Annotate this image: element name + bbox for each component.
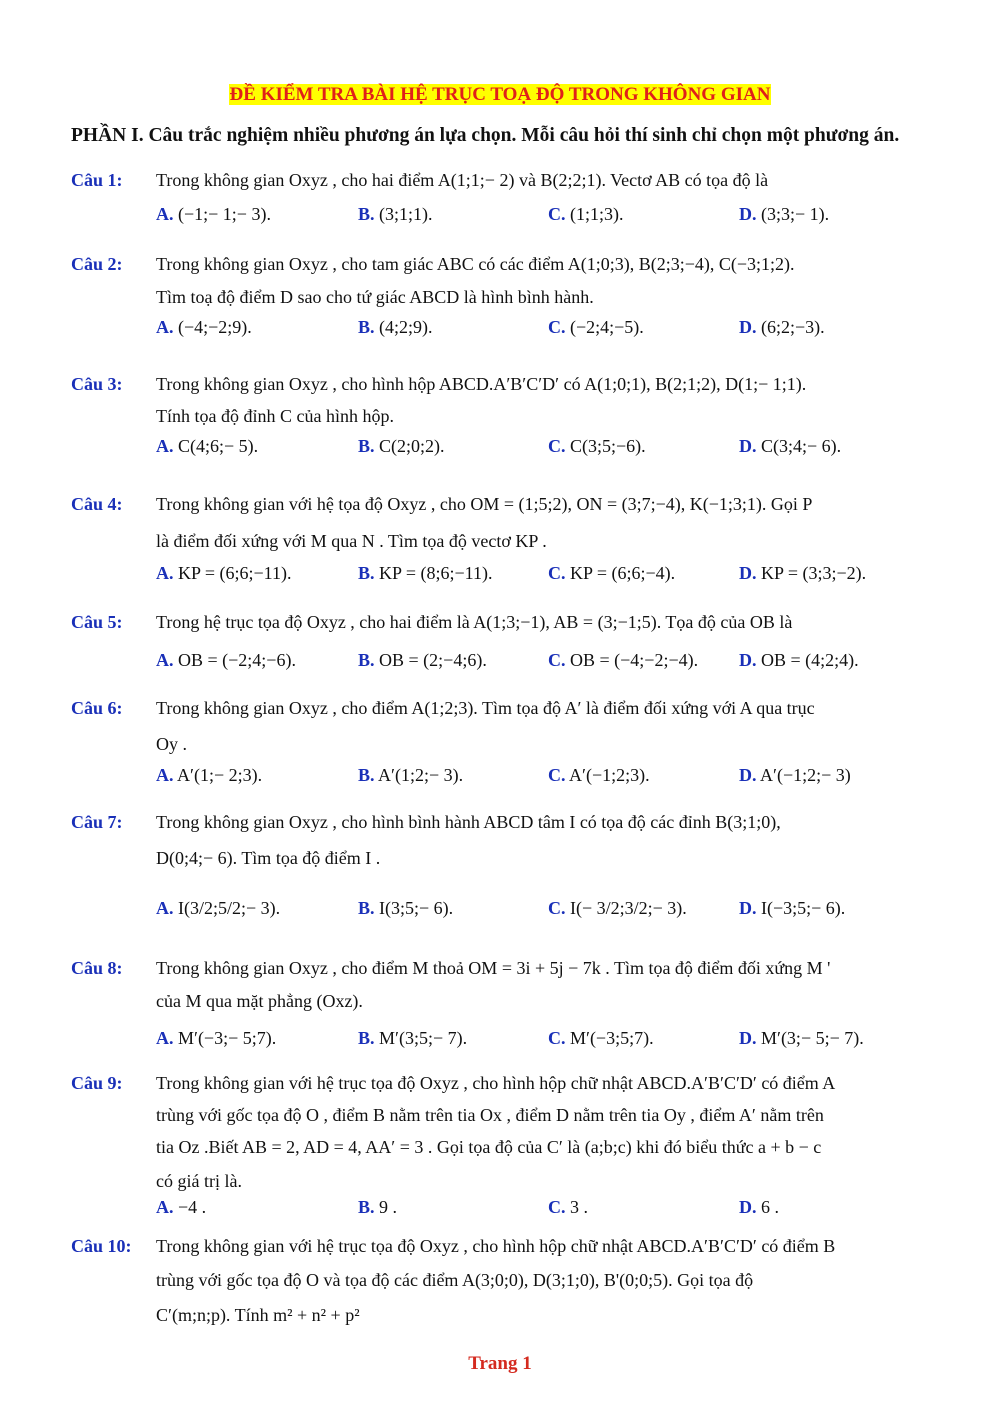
option-text: (3;1;1). <box>379 204 433 224</box>
option-letter: B. <box>358 1197 375 1217</box>
option-letter: D. <box>739 650 757 670</box>
question-text-line: Trong không gian Oxyz , cho điểm M thoả OM = 3i + 5j − 7k . Tìm tọa độ điểm đối xứng M ' <box>156 958 831 978</box>
option-text: OB = (2;−4;6). <box>379 650 487 670</box>
question-text-line: của M qua mặt phẳng (Oxz). <box>156 991 363 1011</box>
option-text: M′(3;5;− 7). <box>379 1028 468 1048</box>
option-letter: B. <box>358 317 375 337</box>
option-text: C(2;0;2). <box>379 436 445 456</box>
option-letter: A. <box>156 765 174 785</box>
option-text: KP = (6;6;−4). <box>570 563 676 583</box>
question-label: Câu 6: <box>71 698 123 718</box>
answer-options <box>156 563 936 589</box>
page-title: ĐỀ KIỂM TRA BÀI HỆ TRỤC TOẠ ĐỘ TRONG KHÔNG GIAN <box>229 84 771 105</box>
option-text: (−2;4;−5). <box>570 317 644 337</box>
question-text-line: Tính tọa độ đỉnh C của hình hộp. <box>156 406 394 426</box>
option-letter: A. <box>156 1028 174 1048</box>
question-label: Câu 5: <box>71 612 123 632</box>
question-text-line: Trong không gian Oxyz , cho hình bình hành ABCD tâm I có tọa độ các đỉnh B(3;1;0), <box>156 812 781 832</box>
option-text: I(3/2;5/2;− 3). <box>178 898 281 918</box>
question-label: Câu 10: <box>71 1236 132 1256</box>
option-text: 3 . <box>570 1197 588 1217</box>
option-text: −4 . <box>178 1197 207 1217</box>
page-number: Trang 1 <box>468 1353 532 1374</box>
option-letter: D. <box>739 1197 757 1217</box>
answer-options <box>156 898 936 924</box>
answer-option-b[interactable] <box>358 204 433 225</box>
answer-options <box>156 1197 936 1223</box>
option-letter: C. <box>548 1197 566 1217</box>
answer-option-d[interactable] <box>739 1028 864 1049</box>
question-label: Câu 9: <box>71 1073 123 1093</box>
answer-option-c[interactable] <box>548 1028 654 1049</box>
option-text: A′(1;− 2;3). <box>177 765 263 785</box>
option-text: I(3;5;− 6). <box>379 898 454 918</box>
option-letter: D. <box>739 204 757 224</box>
answer-option-a[interactable] <box>156 1028 276 1049</box>
option-text: C(3;5;−6). <box>570 436 646 456</box>
question-text-line: C′(m;n;p). Tính m² + n² + p² <box>156 1305 360 1325</box>
option-letter: B. <box>358 1028 375 1048</box>
answer-options <box>156 765 936 791</box>
answer-options <box>156 1028 936 1054</box>
question-text-line: Trong hệ trục tọa độ Oxyz , cho hai điểm là A(1;3;−1), AB = (3;−1;5). Tọa độ của OB là <box>156 612 793 632</box>
option-text: (1;1;3). <box>570 204 624 224</box>
option-letter: A. <box>156 1197 174 1217</box>
answer-option-b[interactable] <box>358 317 433 338</box>
option-text: I(− 3/2;3/2;− 3). <box>570 898 687 918</box>
option-text: KP = (8;6;−11). <box>379 563 493 583</box>
answer-options <box>156 650 936 676</box>
option-letter: D. <box>739 563 757 583</box>
question-text-line: là điểm đối xứng với M qua N . Tìm tọa độ vectơ KP . <box>156 531 547 551</box>
option-text: A′(−1;2;3). <box>569 765 650 785</box>
answer-option-b[interactable] <box>358 563 492 584</box>
option-letter: D. <box>739 765 757 785</box>
option-letter: C. <box>548 650 566 670</box>
question-text-line: Oy . <box>156 734 187 754</box>
option-text: (3;3;− 1). <box>761 204 830 224</box>
question-text-line: Trong không gian Oxyz , cho hai điểm A(1;1;− 2) và B(2;2;1). Vectơ AB có tọa độ là <box>156 170 769 190</box>
answer-option-b[interactable] <box>358 1197 397 1218</box>
question-text-line: Trong không gian Oxyz , cho hình hộp ABCD.A′B′C′D′ có A(1;0;1), B(2;1;2), D(1;− 1;1). <box>156 374 807 394</box>
question-label: Câu 2: <box>71 254 123 274</box>
answer-options <box>156 317 936 343</box>
answer-option-c[interactable] <box>548 898 687 919</box>
option-text: C(3;4;− 6). <box>761 436 842 456</box>
option-letter: A. <box>156 563 174 583</box>
question-text-line: Trong không gian với hệ trục tọa độ Oxyz , cho hình hộp chữ nhật ABCD.A′B′C′D′ có điểm A <box>156 1073 836 1093</box>
answer-option-a[interactable] <box>156 898 280 919</box>
answer-option-c[interactable] <box>548 1197 588 1218</box>
question-label: Câu 4: <box>71 494 123 514</box>
answer-option-a[interactable] <box>156 204 271 225</box>
answer-option-a[interactable] <box>156 650 296 671</box>
answer-option-b[interactable] <box>358 898 453 919</box>
option-text: KP = (3;3;−2). <box>761 563 867 583</box>
option-text: I(−3;5;− 6). <box>761 898 846 918</box>
option-text: (4;2;9). <box>379 317 433 337</box>
question-text-line: Tìm toạ độ điểm D sao cho tứ giác ABCD là hình bình hành. <box>156 287 594 307</box>
answer-options <box>156 436 936 462</box>
answer-option-b[interactable] <box>358 1028 467 1049</box>
answer-option-d[interactable] <box>739 650 859 671</box>
answer-option-d[interactable] <box>739 436 841 457</box>
option-text: OB = (−2;4;−6). <box>178 650 296 670</box>
option-text: KP = (6;6;−11). <box>178 563 292 583</box>
option-text: (6;2;−3). <box>761 317 825 337</box>
question-label: Câu 1: <box>71 170 123 190</box>
option-letter: C. <box>548 563 566 583</box>
option-letter: C. <box>548 436 566 456</box>
answer-option-d[interactable] <box>739 563 866 584</box>
answer-option-d[interactable] <box>739 1197 779 1218</box>
option-letter: A. <box>156 317 174 337</box>
option-text: OB = (4;2;4). <box>761 650 859 670</box>
answer-option-d[interactable] <box>739 765 851 786</box>
question-label: Câu 7: <box>71 812 123 832</box>
option-letter: C. <box>548 1028 566 1048</box>
answer-option-b[interactable] <box>358 650 487 671</box>
answer-option-c[interactable] <box>548 563 675 584</box>
option-letter: D. <box>739 436 757 456</box>
option-text: 9 . <box>379 1197 398 1217</box>
section-heading: PHẦN I. Câu trắc nghiệm nhiều phương án lựa chọn. Mỗi câu hỏi thí sinh chỉ chọn một phương án. <box>71 125 900 146</box>
option-letter: D. <box>739 1028 757 1048</box>
question-text-line: D(0;4;− 6). Tìm tọa độ điểm I . <box>156 848 381 868</box>
question-text-line: Trong không gian với hệ trục tọa độ Oxyz , cho hình hộp chữ nhật ABCD.A′B′C′D′ có điểm B <box>156 1236 836 1256</box>
option-letter: B. <box>358 650 375 670</box>
option-letter: B. <box>358 898 375 918</box>
question-text-line: trùng với gốc tọa độ O , điểm B nằm trên tia Ox , điểm D nằm trên tia Oy , điểm A′ nằm trên <box>156 1105 824 1125</box>
answer-option-c[interactable] <box>548 765 650 786</box>
answer-option-c[interactable] <box>548 204 624 225</box>
answer-option-a[interactable] <box>156 563 291 584</box>
answer-option-c[interactable] <box>548 317 644 338</box>
answer-option-a[interactable] <box>156 765 262 786</box>
question-text-line: Trong không gian với hệ tọa độ Oxyz , cho OM = (1;5;2), ON = (3;7;−4), K(−1;3;1). Gọi P <box>156 494 813 514</box>
option-text: C(4;6;− 5). <box>178 436 259 456</box>
option-letter: B. <box>358 765 375 785</box>
option-letter: D. <box>739 898 757 918</box>
question-text-line: trùng với gốc tọa độ O và tọa độ các điểm A(3;0;0), D(3;1;0), B'(0;0;5). Gọi tọa độ <box>156 1270 754 1290</box>
option-letter: D. <box>739 317 757 337</box>
answer-option-d[interactable] <box>739 317 825 338</box>
option-text: OB = (−4;−2;−4). <box>570 650 699 670</box>
answer-option-a[interactable] <box>156 1197 206 1218</box>
option-letter: C. <box>548 765 566 785</box>
question-label: Câu 3: <box>71 374 123 394</box>
answer-option-a[interactable] <box>156 317 252 338</box>
answer-option-a[interactable] <box>156 436 258 457</box>
answer-option-d[interactable] <box>739 898 845 919</box>
question-text-line: Trong không gian Oxyz , cho điểm A(1;2;3). Tìm tọa độ A′ là điểm đối xứng với A qua trục <box>156 698 815 718</box>
answer-option-d[interactable] <box>739 204 829 225</box>
option-letter: B. <box>358 204 375 224</box>
option-letter: A. <box>156 436 174 456</box>
question-text-line: tia Oz .Biết AB = 2, AD = 4, AA′ = 3 . Gọi tọa độ của C′ là (a;b;c) khi đó biểu thức a + b − c <box>156 1137 822 1157</box>
answer-option-b[interactable] <box>358 765 463 786</box>
option-text: A′(−1;2;− 3) <box>760 765 851 785</box>
option-text: (−1;− 1;− 3). <box>178 204 271 224</box>
option-text: M′(−3;5;7). <box>570 1028 654 1048</box>
option-text: A′(1;2;− 3). <box>378 765 464 785</box>
option-text: M′(−3;− 5;7). <box>178 1028 277 1048</box>
option-letter: A. <box>156 898 174 918</box>
option-text: M′(3;− 5;− 7). <box>761 1028 864 1048</box>
question-label: Câu 8: <box>71 958 123 978</box>
answer-option-b[interactable] <box>358 436 445 457</box>
question-text-line: Trong không gian Oxyz , cho tam giác ABC có các điểm A(1;0;3), B(2;3;−4), C(−3;1;2). <box>156 254 795 274</box>
option-letter: C. <box>548 317 566 337</box>
answer-option-c[interactable] <box>548 436 646 457</box>
option-letter: C. <box>548 898 566 918</box>
option-text: 6 . <box>761 1197 779 1217</box>
option-text: (−4;−2;9). <box>178 317 252 337</box>
option-letter: A. <box>156 204 174 224</box>
option-letter: A. <box>156 650 174 670</box>
option-letter: B. <box>358 436 375 456</box>
question-text-line: có giá trị là. <box>156 1171 242 1191</box>
answer-options <box>156 204 936 230</box>
option-letter: B. <box>358 563 375 583</box>
option-letter: C. <box>548 204 566 224</box>
answer-option-c[interactable] <box>548 650 698 671</box>
